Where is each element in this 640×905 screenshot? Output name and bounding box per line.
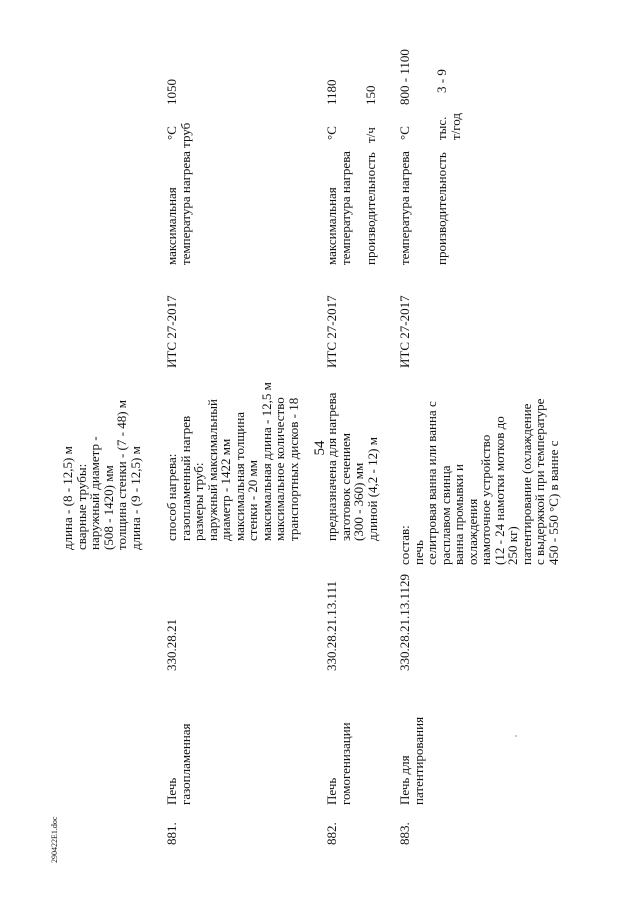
desc-line: 450 - 550 °С) в ванне с xyxy=(545,440,561,565)
row-882-its: ИТС 27-2017 xyxy=(324,295,339,368)
desc-line: длина - (8 - 12,5) м xyxy=(60,446,75,550)
row-883-param1-label: температура нагрева xyxy=(397,151,412,265)
desc-line: длиной (4,2 - 12) м xyxy=(364,437,380,541)
row-881-its: ИТС 27-2017 xyxy=(164,295,179,368)
desc-line: диаметр - 1422 мм xyxy=(218,438,233,541)
row-882-param1-label xyxy=(325,151,352,265)
row-882-desc xyxy=(325,393,379,541)
param-line: температура нагрева труб xyxy=(177,122,193,265)
row-883-param2-value: 3 - 9 xyxy=(434,69,449,93)
desc-line: толщина стенки - (7 - 48) м xyxy=(114,399,129,550)
desc-line: состав: xyxy=(397,525,412,565)
row-883-name xyxy=(398,717,425,805)
desc-line: длина - (9 - 12,5) м xyxy=(127,446,143,550)
row-882-num: 882. xyxy=(324,822,339,845)
page-number: 54 xyxy=(312,440,328,456)
row-883-param1-value: 800 - 1100 xyxy=(397,49,412,105)
desc-line: максимальное количество xyxy=(272,397,287,541)
param-line: максимальная xyxy=(164,187,179,265)
desc-line: сварные трубы: xyxy=(73,463,89,550)
desc-line: печь xyxy=(410,540,426,565)
row-881-desc xyxy=(165,382,300,541)
continuation-desc xyxy=(61,400,142,550)
desc-line: наружный диаметр - xyxy=(87,436,102,550)
row-882-code: 330.28.21.13.111 xyxy=(324,580,339,671)
desc-line: (300 - 360) мм xyxy=(351,462,366,541)
desc-line: охлаждения xyxy=(464,498,480,565)
row-882-param1-unit: °С xyxy=(324,126,339,140)
desc-line: ванна промывки и xyxy=(451,464,466,565)
desc-line: наружный максимальный xyxy=(204,399,220,541)
desc-line: селитровая ванна или ванна с xyxy=(424,401,439,565)
row-881-code: 330.28.21 xyxy=(164,619,179,671)
name-line: гомогенизации xyxy=(337,722,353,805)
desc-line: предназначена для нагрева xyxy=(324,392,339,541)
param-line: температура нагрева xyxy=(337,151,353,265)
desc-line: газопламенный нагрев xyxy=(177,415,193,541)
desc-line: транспортных дисков - 18 xyxy=(285,397,301,541)
name-line: газопламенная xyxy=(177,723,193,805)
desc-line: расплавом свинца xyxy=(437,465,453,565)
param-line: максимальная xyxy=(324,187,339,265)
row-883-code: 330.28.21.13.1129 xyxy=(397,573,412,671)
desc-line: размеры труб: xyxy=(191,462,206,541)
desc-line: (12 - 24 намотки мотков до xyxy=(491,416,507,565)
row-881-param-value: 1050 xyxy=(164,79,179,105)
desc-line: заготовок сечением xyxy=(337,433,353,541)
desc-line: максимальная толщина xyxy=(231,411,247,541)
name-line: Печь для xyxy=(397,755,412,805)
row-883-param2-unit: тыс. т/год xyxy=(434,112,463,140)
row-881-name xyxy=(165,723,192,805)
desc-line: намоточное устройство xyxy=(478,434,493,565)
name-line: патентирования xyxy=(410,716,426,805)
desc-line: патентирование (охлаждение xyxy=(518,403,534,565)
row-882-param2-value: 150 xyxy=(363,85,378,105)
footer-docid: 290422E1.doc xyxy=(50,816,59,863)
row-883-its: ИТС 27-2017 xyxy=(397,295,412,368)
desc-line: с выдержкой при температуре xyxy=(532,398,547,565)
desc-line: стенки - 20 мм xyxy=(245,460,260,541)
desc-line: максимальная длина - 12,5 м xyxy=(258,382,274,541)
row-881-num: 881. xyxy=(164,822,179,845)
row-882-param2-label: производительность xyxy=(363,152,378,265)
row-883-num: 883. xyxy=(397,822,412,845)
row-883-param1-unit: °С xyxy=(397,126,412,140)
desc-line: (508 - 1420) мм xyxy=(100,465,116,550)
row-883-param2-label: производительность xyxy=(434,152,449,265)
row-882-param2-unit: т/ч xyxy=(363,127,378,143)
row-881-param-unit: °С xyxy=(164,126,179,140)
name-line: Печь xyxy=(164,777,179,805)
row-883-desc xyxy=(398,399,560,565)
desc-line: способ нагрева: xyxy=(164,453,179,541)
row-882-param1-value: 1180 xyxy=(324,79,339,105)
name-line: Печь xyxy=(324,777,339,805)
row-881-param-label xyxy=(165,123,192,265)
desc-line: 250 кг) xyxy=(505,526,520,565)
row-882-name xyxy=(325,722,352,805)
